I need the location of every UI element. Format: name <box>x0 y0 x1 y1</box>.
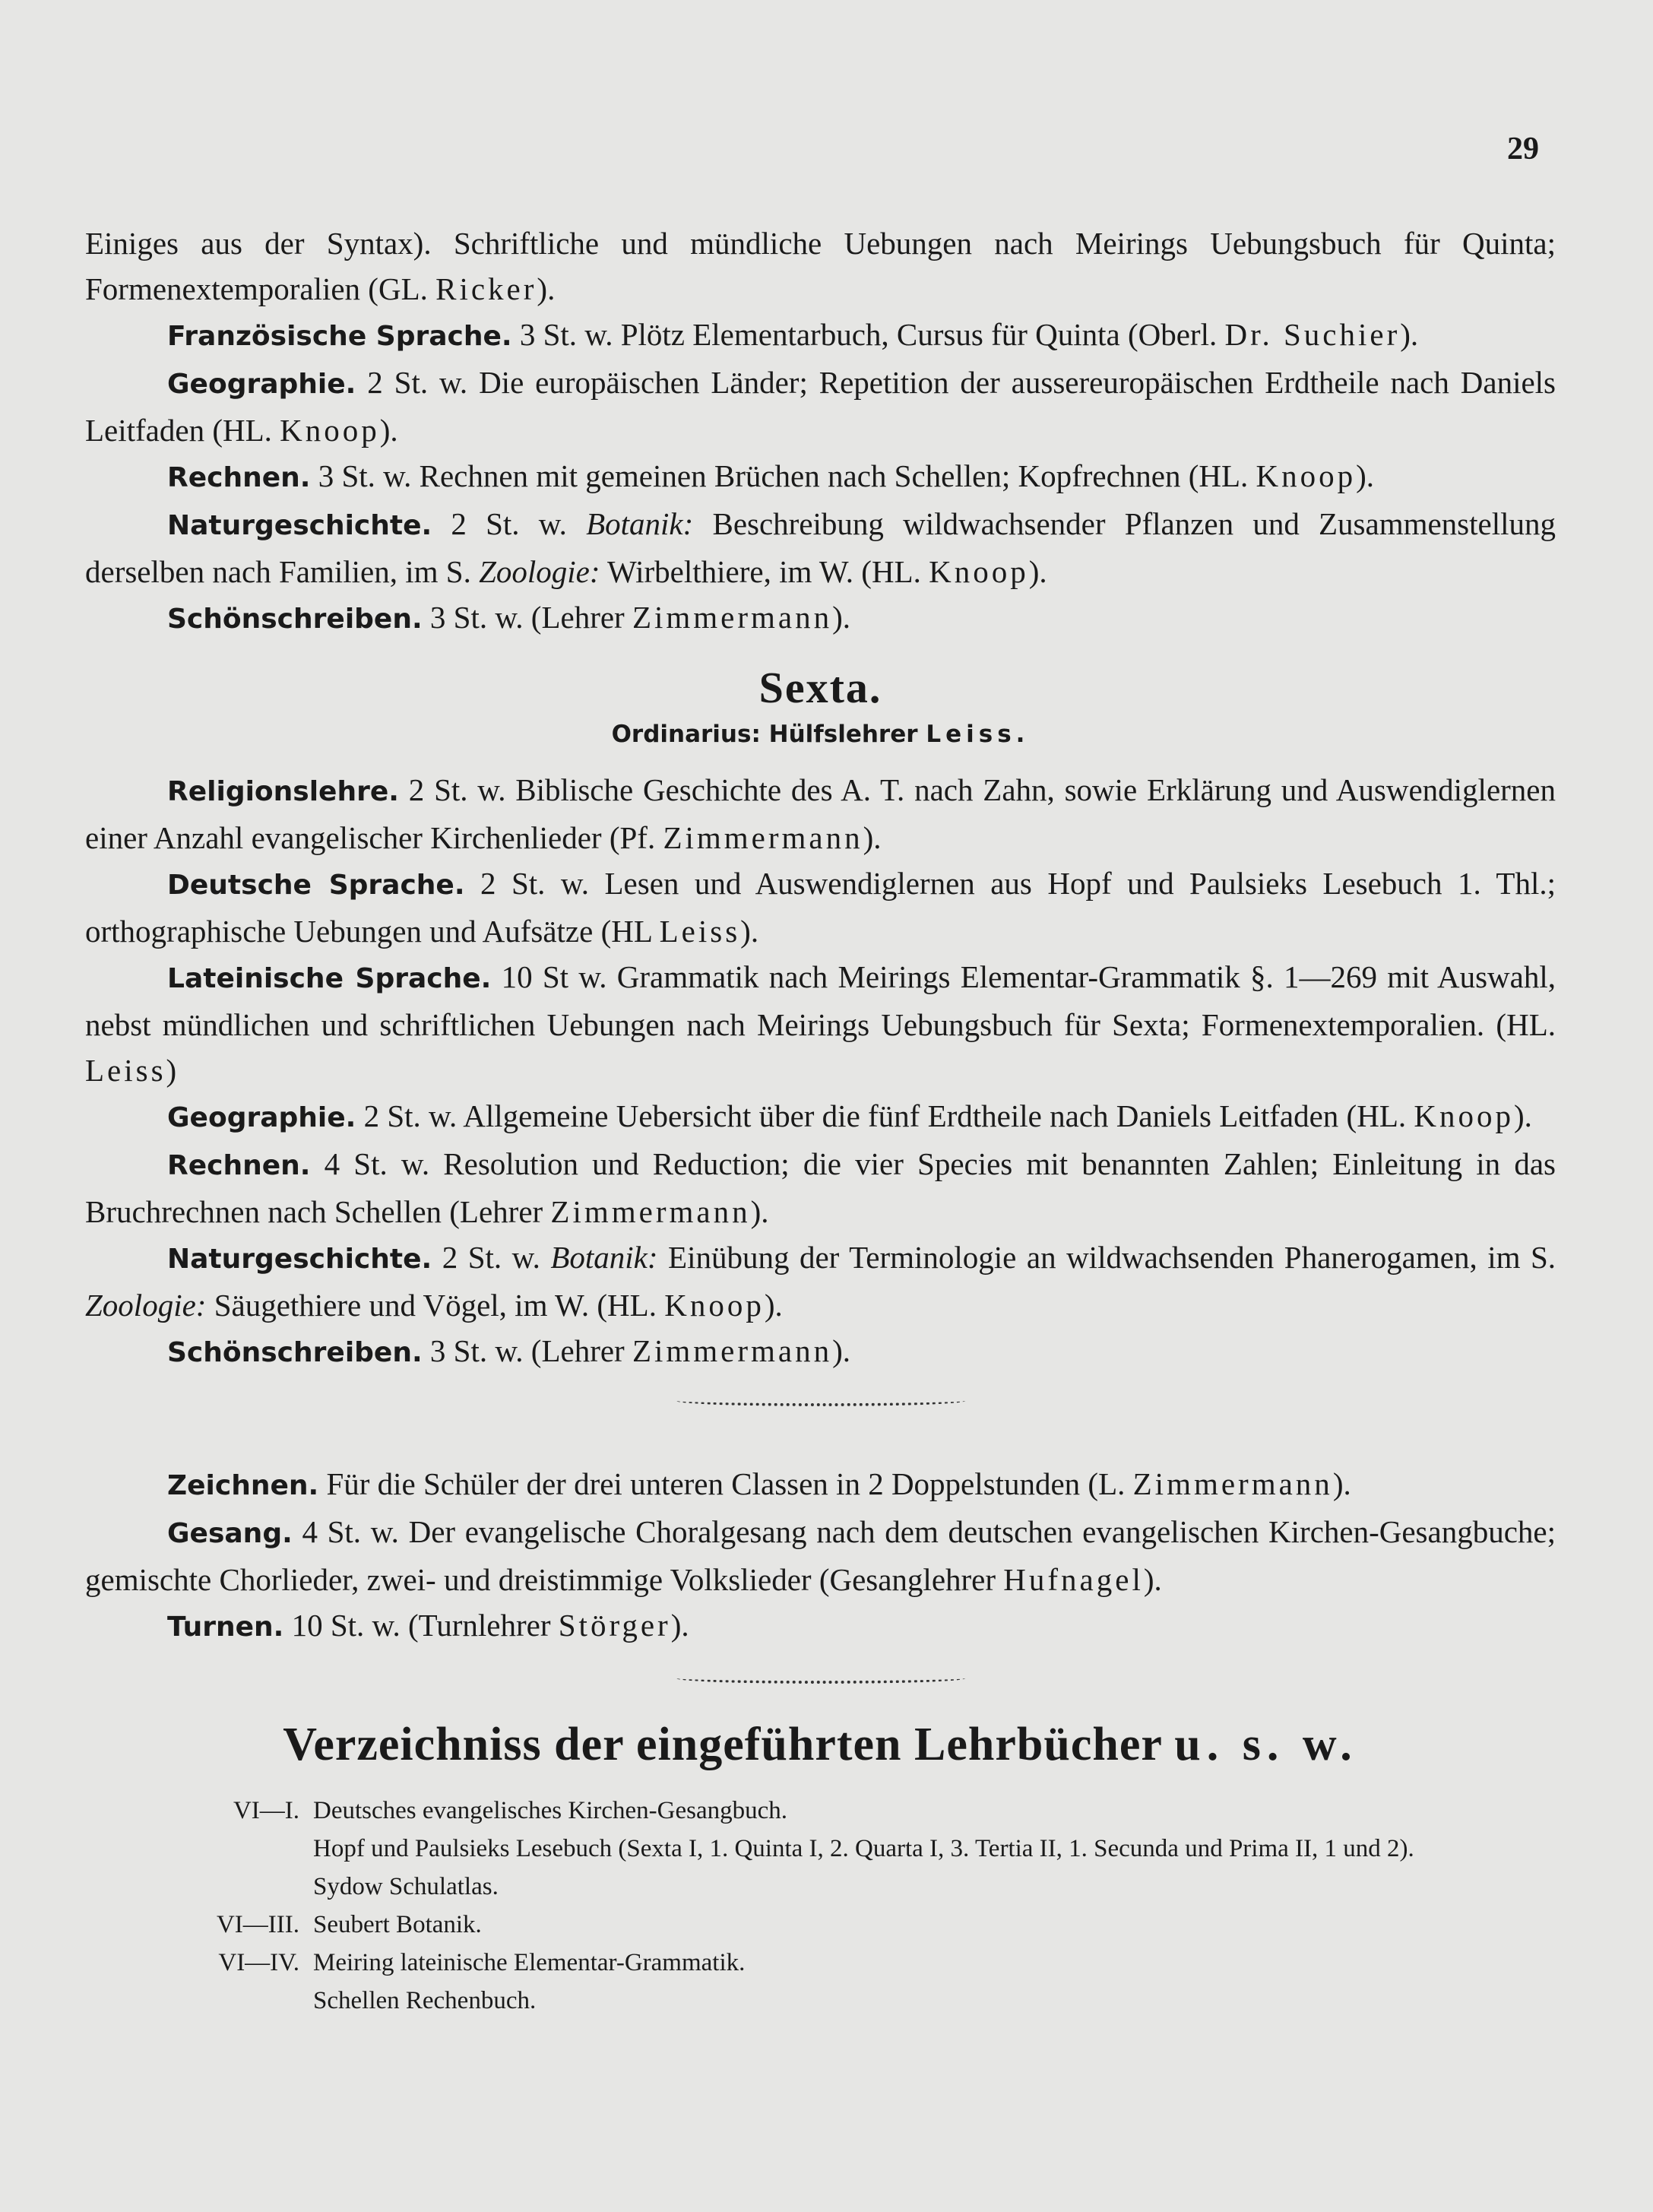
ordinarius-line <box>85 715 1556 753</box>
teacher-name: Zimmermann <box>1132 1466 1333 1501</box>
subject-name: Naturgeschichte. <box>167 510 432 541</box>
subject-text: 3 St. w. Plötz Elementarbuch, Cursus für Quinta (Oberl. <box>519 317 1218 352</box>
subject-name: Religionslehre. <box>167 776 399 807</box>
list-item <box>85 1982 1556 2020</box>
section-title-sexta: Sexta. <box>758 663 882 712</box>
teacher-name: Knoop <box>1414 1098 1514 1133</box>
subject-hours: 2 St. w. <box>442 1240 540 1275</box>
teacher-name: Dr. Suchier <box>1224 317 1401 352</box>
subject-tail: ). <box>764 1288 783 1323</box>
subject-tail: ) <box>166 1053 177 1088</box>
intro-tail: ). <box>537 271 556 306</box>
subject-name: Geographie. <box>167 1102 356 1133</box>
subject-paragraph <box>85 453 1556 501</box>
subject-hours: 2 St. w. <box>451 506 567 541</box>
subject-tail: ). <box>750 1194 769 1229</box>
subject-paragraph <box>85 360 1556 453</box>
subject-tail: ). <box>1028 554 1047 589</box>
books-heading <box>85 1714 1556 1775</box>
subject-text: Säugethiere und Vögel, im W. (HL. <box>214 1288 657 1323</box>
class-range <box>85 1982 313 2020</box>
subject-text: 3 St. w. (Lehrer <box>429 600 625 635</box>
subject-name: Schönschreiben. <box>167 1337 423 1368</box>
subject-paragraph <box>85 1461 1556 1509</box>
list-item <box>85 1944 1556 1982</box>
subject-text: 4 St. w. Der evangelische Choralgesang nach dem deutschen evangelischen Kirchen-Gesangbuche; gemischte Chorlieder, zwei- und dreistimmige Volkslieder (Gesanglehrer <box>85 1514 1556 1597</box>
subject-paragraph <box>85 1234 1556 1328</box>
teacher-name: Zimmermann <box>632 1333 833 1368</box>
teacher-name: Zimmermann <box>632 600 833 635</box>
class-range <box>85 1830 313 1868</box>
subject-name: Rechnen. <box>167 1150 311 1181</box>
subject-name: Turnen. <box>167 1611 284 1643</box>
subject-text: 4 St. w. Resolution und Reduction; die vier Species mit benannten Zahlen; Einleitung in das Bruchrechnen nach Schellen (Lehrer <box>85 1146 1556 1229</box>
subject-text: Einübung der Terminologie an wildwachsenden Phanerogamen, im S. <box>668 1240 1556 1275</box>
teacher-name: Zimmermann <box>550 1194 751 1229</box>
subject-tail: ). <box>832 1333 851 1368</box>
subject-topic: Zoologie: <box>85 1288 207 1323</box>
subject-name: Schönschreiben. <box>167 604 423 635</box>
teacher-name: Zimmermann <box>663 820 863 855</box>
subject-topic: Zoologie: <box>479 554 600 589</box>
ordinarius-name: Leiss. <box>926 721 1030 748</box>
subject-paragraph <box>85 860 1556 954</box>
intro-paragraph <box>85 220 1556 312</box>
subject-tail: ). <box>670 1608 689 1643</box>
book-title: Seubert Botanik. <box>313 1911 482 1938</box>
book-list <box>85 1792 1556 2020</box>
list-item <box>85 1868 1556 1906</box>
books-heading-abbrev: u. s. w. <box>1174 1719 1358 1770</box>
subject-tail: ). <box>1332 1466 1351 1501</box>
subject-paragraph <box>85 767 1556 860</box>
subject-tail: ). <box>1400 317 1419 352</box>
list-item <box>85 1792 1556 1830</box>
subject-tail: ). <box>1143 1562 1162 1597</box>
teacher-name: Störger <box>558 1608 671 1643</box>
subject-name: Geographie. <box>167 369 356 400</box>
subject-text: 2 St. w. Lesen und Auswendiglernen aus Hopf und Paulsieks Lesebuch 1. Thl.; orthographische Uebungen und Aufsätze (HL <box>85 866 1556 949</box>
subject-name: Lateinische Sprache. <box>167 963 492 994</box>
subject-paragraph <box>85 1093 1556 1141</box>
teacher-name: Knoop <box>280 413 380 448</box>
book-title: Sydow Schulatlas. <box>313 1873 499 1900</box>
subject-tail: ). <box>832 600 851 635</box>
book-title: Deutsches evangelisches Kirchen-Gesangbuch. <box>313 1797 788 1824</box>
class-range: VI—III. <box>216 1911 299 1938</box>
subject-paragraph <box>85 1509 1556 1602</box>
subject-paragraph <box>85 594 1556 642</box>
wavy-divider <box>676 1673 965 1684</box>
subject-topic: Botanik: <box>586 506 694 541</box>
subject-text: 10 St. w. (Turnlehrer <box>291 1608 551 1643</box>
subject-name: Rechnen. <box>167 462 311 493</box>
class-range: VI—IV. <box>218 1949 299 1976</box>
subject-text: 2 St. w. Die europäischen Länder; Repetition der aussereuropäischen Erdtheile nach Daniels Leitfaden (HL. <box>85 365 1556 448</box>
teacher-name: Hufnagel <box>1003 1562 1144 1597</box>
subject-tail: ). <box>379 413 398 448</box>
intro-text: Einiges aus der Syntax). Schriftliche und mündliche Uebungen nach Meirings Uebungsbuch für Quinta; Formenextemporalien (GL. <box>85 226 1556 306</box>
subject-name: Naturgeschichte. <box>167 1244 432 1275</box>
list-item <box>85 1830 1556 1868</box>
teacher-name: Ricker <box>435 271 537 306</box>
subject-text: Für die Schüler der drei unteren Classen in 2 Doppelstunden (L. <box>326 1466 1126 1501</box>
subject-text: 3 St. w. Rechnen mit gemeinen Brüchen nach Schellen; Kopfrechnen (HL. <box>318 458 1249 493</box>
ordinarius-label: Ordinarius: Hülfslehrer <box>611 721 918 748</box>
subject-text: 2 St. w. Allgemeine Uebersicht über die fünf Erdtheile nach Daniels Leitfaden (HL. <box>363 1098 1407 1133</box>
teacher-name: Knoop <box>1256 458 1357 493</box>
subject-name: Gesang. <box>167 1518 293 1549</box>
page-number: 29 <box>1507 132 1539 166</box>
book-title: Hopf und Paulsieks Lesebuch (Sexta I, 1. Quinta I, 2. Quarta I, 3. Tertia II, 1. Secunda und Prima II, 1 und 2). <box>313 1835 1414 1862</box>
wavy-divider <box>676 1396 965 1406</box>
page-content <box>85 220 1556 2020</box>
subject-paragraph <box>85 954 1556 1093</box>
teacher-name: Leiss <box>659 914 741 949</box>
subject-tail: ). <box>863 820 882 855</box>
class-range <box>85 1868 313 1906</box>
books-heading-text: Verzeichniss der eingeführten Lehrbücher <box>283 1719 1162 1770</box>
subject-paragraph <box>85 312 1556 360</box>
subject-text: 3 St. w. (Lehrer <box>429 1333 625 1368</box>
subject-tail: ). <box>740 914 759 949</box>
book-title: Schellen Rechenbuch. <box>313 1987 537 2014</box>
subject-paragraph <box>85 1141 1556 1234</box>
subject-name: Deutsche Sprache. <box>167 870 465 901</box>
teacher-name: Knoop <box>664 1288 765 1323</box>
subject-text: Beschreibung wildwachsender Pflanzen und Zusammenstellung derselben nach Familien, im S. <box>85 506 1556 589</box>
book-title: Meiring lateinische Elementar-Grammatik. <box>313 1949 746 1976</box>
subject-paragraph <box>85 1328 1556 1376</box>
list-item <box>85 1906 1556 1944</box>
class-range: VI—I. <box>233 1797 299 1824</box>
subject-text: 2 St. w. Biblische Geschichte des A. T. nach Zahn, sowie Erklärung und Auswendiglernen einer Anzahl evangelischer Kirchenlieder (Pf. <box>85 772 1556 855</box>
subject-text: 10 St w. Grammatik nach Meirings Elementar-Grammatik §. 1—269 mit Auswahl, nebst mündlichen und schriftlichen Uebungen nach Meirings Uebungsbuch für Sexta; Formenextemporalien. (HL. <box>85 959 1556 1042</box>
subject-text: Wirbelthiere, im W. (HL. <box>607 554 921 589</box>
teacher-name: Knoop <box>929 554 1029 589</box>
subject-tail: ). <box>1356 458 1375 493</box>
subject-paragraph <box>85 501 1556 594</box>
teacher-name: Leiss <box>85 1053 166 1088</box>
subject-tail: ). <box>1513 1098 1532 1133</box>
subject-name: Zeichnen. <box>167 1470 319 1501</box>
subject-name: Französische Sprache. <box>167 321 512 352</box>
subject-topic: Botanik: <box>550 1240 658 1275</box>
subject-paragraph <box>85 1602 1556 1650</box>
